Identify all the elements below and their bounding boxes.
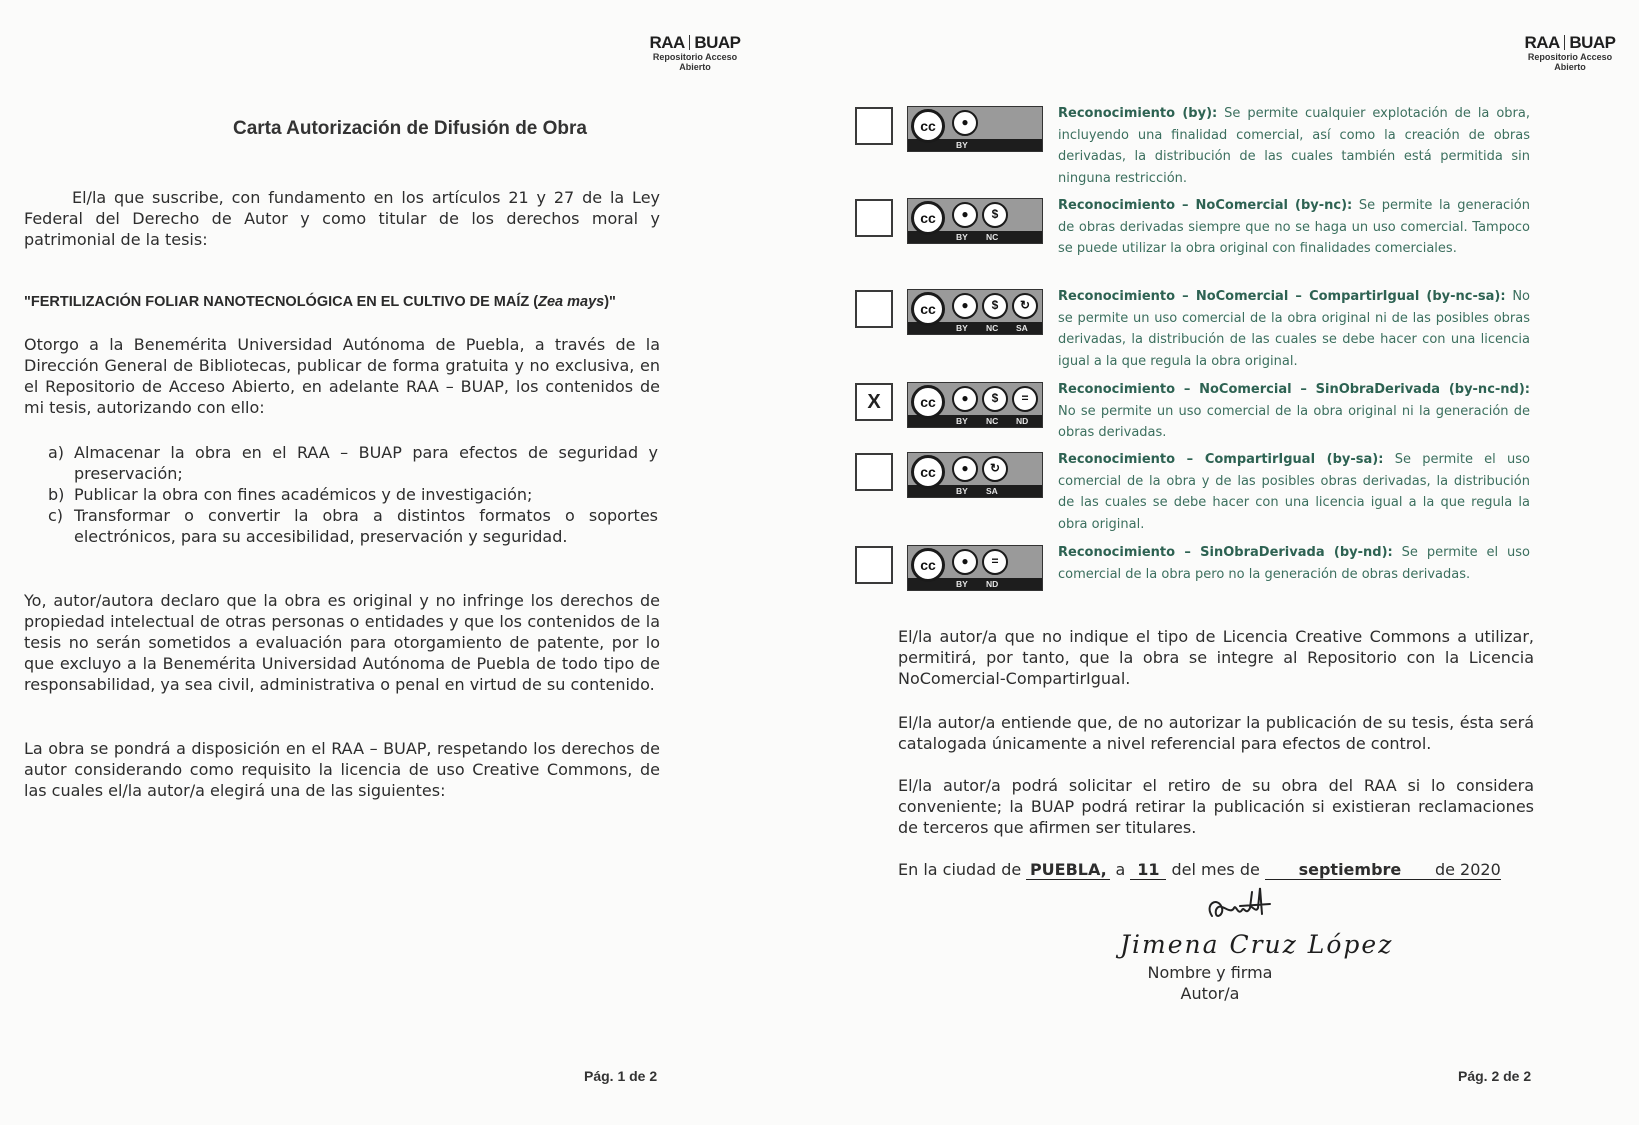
default-license-paragraph: El/la autor/a que no indique el tipo de Licencia Creative Commons a utilizar, permitirá, por tanto, que la obra se integre al Repositorio con la Licencia NoComercial-CompartirIgual. (898, 627, 1534, 688)
license-description (1058, 542, 1530, 585)
creative-commons-icon: cc (911, 455, 945, 489)
authorization-list (48, 442, 658, 547)
license-name: Reconocimiento – NoComercial – CompartirIgual (by-nc-sa): (1058, 289, 1506, 304)
license-text: Se permite cualquier explotación de la obra, incluyendo una finalidad comercial, así como la creación de obras derivadas, la distribución de las cuales también está permitida sin ninguna restricción. (1058, 106, 1530, 186)
signer-name: Jimena Cruz López (1120, 930, 1394, 959)
creative-commons-icon: cc (911, 385, 945, 419)
license-option (855, 198, 1530, 288)
grant-paragraph: Otorgo a la Benemérita Universidad Autónoma de Puebla, a través de la Dirección General de Bibliotecas, publicar de forma gratuita y no exclusiva, en el Repositorio de Acceso Abierto, en adelante RAA – BUAP, los contenidos de mi tesis, autorizando con ello: (24, 335, 660, 417)
cc-license-badge (907, 382, 1043, 428)
license-checkbox[interactable]: X (855, 383, 893, 421)
logo-subtitle-1: Repositorio Acceso (1527, 52, 1613, 62)
logo-raa: RAA (649, 33, 685, 52)
attribution-icon: ● (952, 293, 978, 319)
referential-paragraph: El/la autor/a entiende que, de no autorizar la publicación de su tesis, ésta será catalogada únicamente a nivel referencial para efectos de control. (898, 713, 1534, 753)
attribution-icon: ● (952, 202, 978, 228)
badge-code-label: NC (986, 416, 999, 426)
license-description (1058, 449, 1530, 535)
creative-commons-icon: cc (911, 292, 945, 326)
signature-scribble-icon (1200, 886, 1280, 936)
license-checkbox[interactable] (855, 453, 893, 491)
thesis-title: "FERTILIZACIÓN FOLIAR NANOTECNOLÓGICA EN EL CULTIVO DE MAÍZ (Zea mays)" (24, 294, 616, 310)
license-checkbox[interactable] (855, 290, 893, 328)
cc-license-badge (907, 289, 1043, 335)
noncommercial-icon: $ (982, 386, 1008, 412)
license-option (855, 545, 1530, 635)
license-checkbox[interactable] (855, 107, 893, 145)
list-item: b) Publicar la obra con fines académicos y de investigación; (48, 485, 533, 504)
cc-license-badge (907, 198, 1043, 244)
license-name: Reconocimiento – SinObraDerivada (by-nd): (1058, 545, 1393, 560)
badge-code-label: ND (1016, 416, 1029, 426)
license-text: Se permite la generación de obras derivadas siempre que no se haga un uso comercial. Tampoco se puede utilizar la obra original con finalidades comerciales. (1058, 198, 1530, 256)
creative-commons-icon: cc (911, 109, 945, 143)
availability-paragraph: La obra se pondrá a disposición en el RAA – BUAP, respetando los derechos de autor considerando como requisito la licencia de uso Creative Commons, de las cuales el/la autor/a elegirá una de las siguientes: (24, 739, 660, 800)
signature-caption (1100, 962, 1320, 1004)
raa-buap-logo-2 (1518, 34, 1622, 72)
noncommercial-icon: $ (982, 293, 1008, 319)
list-item: a) Almacenar la obra en el RAA – BUAP para efectos de seguridad y preservación; (48, 443, 658, 483)
badge-code-label: BY (956, 416, 968, 426)
day-field: 11 (1130, 860, 1166, 880)
declaration-paragraph: Yo, autor/autora declaro que la obra es original y no infringe los derechos de propiedad intelectual de otras personas o entidades y que los contenidos de la tesis no serán sometidos a evaluación para otorgamiento de patente, por lo que excluyo a la Benemérita Universidad Autónoma de Puebla de todo tipo de responsabilidad, ya sea civil, administrativa o penal en virtud de su contenido. (24, 591, 660, 694)
creative-commons-icon: cc (911, 548, 945, 582)
license-option (855, 106, 1530, 196)
license-option (855, 289, 1530, 379)
author-label: Autor/a (1180, 984, 1240, 1003)
license-text: No se permite un uso comercial de la obra original ni la generación de obras derivadas. (1058, 403, 1530, 440)
logo-buap: BUAP (694, 33, 741, 52)
attribution-icon: ● (952, 386, 978, 412)
badge-code-label: NC (986, 323, 999, 333)
license-text: Se permite el uso comercial de la obra pero no la generación de obras derivadas. (1058, 545, 1531, 582)
license-text: No se permite un uso comercial de la obra original ni de las posibles obras derivadas, la distribución de las cuales se debe hacer con una licencia igual a la que regula la obra original. (1058, 289, 1530, 369)
cc-license-badge (907, 452, 1043, 498)
signature-label: Nombre y firma (1147, 963, 1273, 982)
badge-code-label: BY (956, 323, 968, 333)
badge-code-label: BY (956, 486, 968, 496)
license-name: Reconocimiento (by): (1058, 106, 1218, 121)
badge-code-label: BY (956, 579, 968, 589)
list-item: c) Transformar o convertir la obra a distintos formatos o soportes electrónicos, para su accesibilidad, preservación y seguridad. (48, 506, 658, 546)
license-checkbox[interactable] (855, 546, 893, 584)
logo-buap: BUAP (1569, 33, 1616, 52)
license-description (1058, 286, 1530, 372)
noderivatives-icon: = (982, 549, 1008, 575)
badge-code-label: NC (986, 232, 999, 242)
license-text: Se permite el uso comercial de la obra y de las posibles obras derivadas, la distribución de las cuales se debe hacer con una licencia igual a la que regula la obra original. (1058, 452, 1531, 532)
attribution-icon: ● (952, 549, 978, 575)
license-name: Reconocimiento – NoComercial – SinObraDerivada (by-nc-nd): (1058, 382, 1530, 397)
license-option (855, 452, 1530, 542)
license-checkbox[interactable] (855, 199, 893, 237)
license-description (1058, 379, 1530, 444)
badge-code-label: BY (956, 232, 968, 242)
cc-license-badge (907, 106, 1043, 152)
raa-buap-logo (646, 34, 744, 72)
badge-code-label: SA (1016, 323, 1028, 333)
attribution-icon: ● (952, 110, 978, 136)
logo-raa: RAA (1524, 33, 1560, 52)
month-field: septiembre (1265, 860, 1435, 880)
attribution-icon: ● (952, 456, 978, 482)
sharealike-icon: ↻ (982, 456, 1008, 482)
page-2-footer: Pág. 2 de 2 (1458, 1068, 1532, 1084)
license-description (1058, 195, 1530, 260)
withdrawal-paragraph: El/la autor/a podrá solicitar el retiro de su obra del RAA si lo considera conveniente; la BUAP podrá retirar la publicación si existieran reclamaciones de terceros que afirmen ser titulares. (898, 776, 1534, 837)
date-line: En la ciudad de PUEBLA, a 11 del mes de septiembre de 2020 (898, 860, 1501, 879)
license-name: Reconocimiento – NoComercial (by-nc): (1058, 198, 1353, 213)
license-description (1058, 103, 1530, 189)
city-field: PUEBLA, (1026, 860, 1110, 880)
year-field: de 2020 (1434, 860, 1501, 879)
page-1-footer: Pág. 1 de 2 (584, 1068, 658, 1084)
badge-code-label: ND (986, 579, 999, 589)
noncommercial-icon: $ (982, 202, 1008, 228)
cc-license-badge (907, 545, 1043, 591)
creative-commons-icon: cc (911, 201, 945, 235)
badge-code-label: SA (986, 486, 998, 496)
license-name: Reconocimiento – CompartirIgual (by-sa): (1058, 452, 1384, 467)
logo-subtitle-1: Repositorio Acceso (652, 52, 738, 62)
sharealike-icon: ↻ (1012, 293, 1038, 319)
intro-paragraph: El/la que suscribe, con fundamento en los artículos 21 y 27 de la Ley Federal del Derecho de Autor y como titular de los derechos moral y patrimonial de la tesis: (24, 188, 660, 249)
document-title: Carta Autorización de Difusión de Obra (232, 118, 587, 139)
logo-subtitle-2: Abierto (679, 62, 711, 72)
noderivatives-icon: = (1012, 386, 1038, 412)
logo-subtitle-2: Abierto (1554, 62, 1586, 72)
badge-code-label: BY (956, 140, 968, 150)
